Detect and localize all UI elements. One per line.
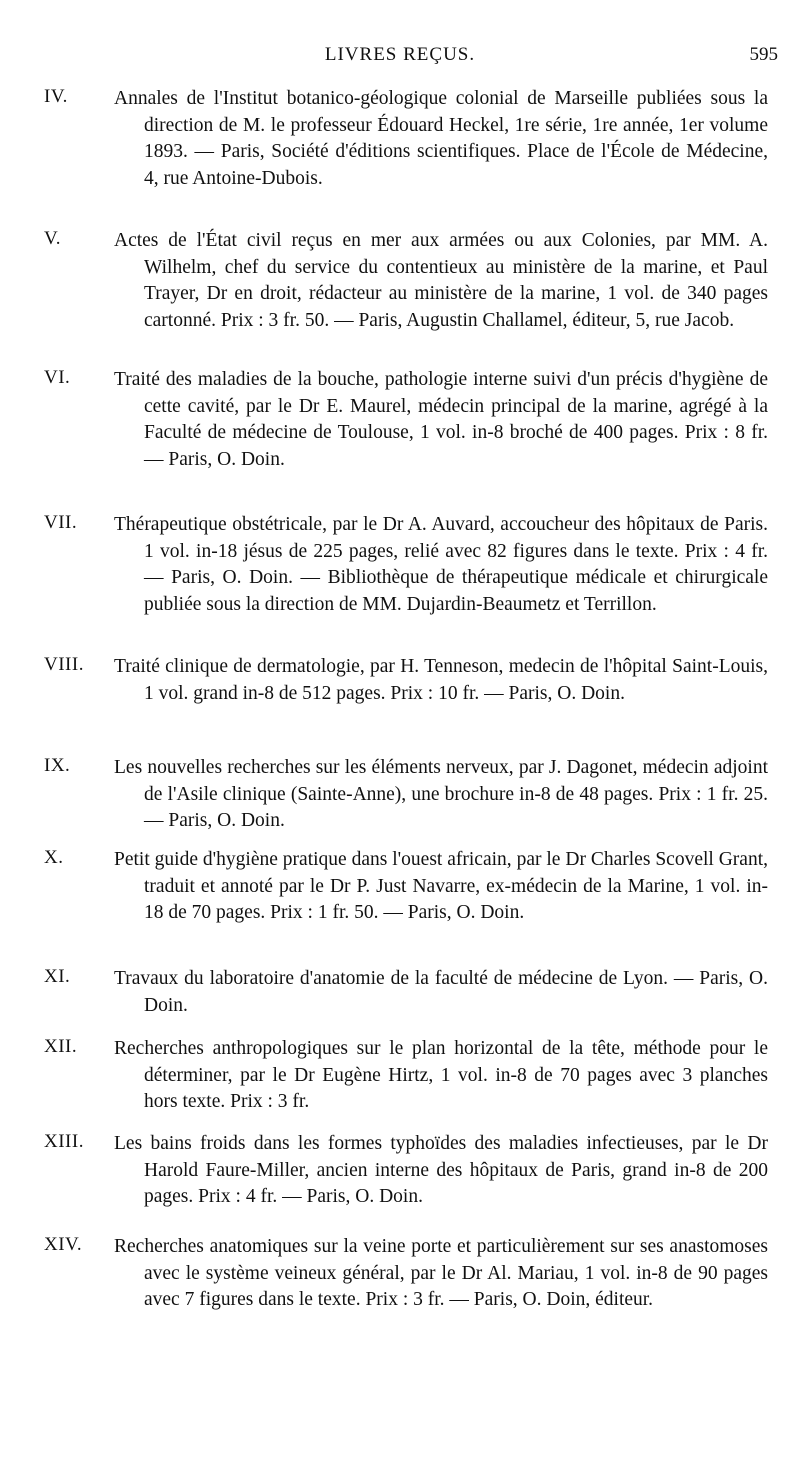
entry-text: Les bains froids dans les formes typhoïdes des maladies infectieuses, par le Dr Harold Faure-Miller, ancien interne des hôpitaux de Paris, grand in-8 de 200 pages. Prix : 4 fr. — Paris, O. Doin. <box>114 1133 768 1208</box>
entry-text: Traité des maladies de la bouche, pathologie interne suivi d'un précis d'hygiène de cette cavité, par le Dr E. Maurel, médecin principal de la marine, agrégé à la Faculté de médecine de Toulouse, 1 vol. in-8 broché de 400 pages. Prix : 8 fr. — Paris, O. Doin. <box>114 369 768 470</box>
entry-numeral: XIII. <box>44 1131 84 1152</box>
entry-text: Annales de l'Institut botanico-géologique colonial de Marseille publiées sous la direction de M. le professeur Édouard Heckel, 1re série, 1re année, 1er volume 1893. — Paris, Société d'éditions scientifiques. Place de l'École de Médecine, 4, rue Antoine-Dubois. <box>114 88 768 189</box>
entry-numeral: VI. <box>44 367 71 388</box>
entry-numeral: IV. <box>44 86 68 107</box>
entry-text: Les nouvelles recherches sur les éléments nerveux, par J. Dagonet, médecin adjoint de l'Asile clinique (Sainte-Anne), une brochure in-8 de 48 pages. Prix : 1 fr. 25. — Paris, O. Doin. <box>114 757 768 832</box>
entry-text: Actes de l'État civil reçus en mer aux armées ou aux Colonies, par MM. A. Wilhelm, chef du service du contentieux au ministère de la marine, et Paul Trayer, Dr en droit, rédacteur au ministère de la marine, 1 vol. de 340 pages cartonné. Prix : 3 fr. 50. — Paris, Augustin Challamel, éditeur, 5, rue Jacob. <box>114 230 768 331</box>
entry-numeral: VII. <box>44 512 78 533</box>
entry-numeral: XII. <box>44 1036 78 1057</box>
running-title: LIVRES REÇUS. <box>324 44 476 65</box>
entry-numeral: IX. <box>44 755 71 776</box>
page-number: 595 <box>749 44 778 65</box>
entry-text: Recherches anthropologiques sur le plan horizontal de la tête, méthode pour le déterminer, par le Dr Eugène Hirtz, 1 vol. in-8 de 70 pages avec 3 planches hors texte. Prix : 3 fr. <box>114 1038 768 1113</box>
entry-text: Thérapeutique obstétricale, par le Dr A. Auvard, accoucheur des hôpitaux de Paris. 1 vol. in-18 jésus de 225 pages, relié avec 82 figures dans le texte. Prix : 4 fr. — Paris, O. Doin. — Bibliothèque de thérapeutique médicale et chirurgicale publiée sous la direction de MM. Dujardin-Beaumetz et Terrillon. <box>114 514 768 615</box>
entry-text: Petit guide d'hygiène pratique dans l'ouest africain, par le Dr Charles Scovell Grant, traduit et annoté par le Dr P. Just Navarre, ex-médecin de la Marine, 1 vol. in-18 de 70 pages. Prix : 1 fr. 50. — Paris, O. Doin. <box>114 849 768 924</box>
entry-text: Traité clinique de dermatologie, par H. Tenneson, medecin de l'hôpital Saint-Louis, 1 vol. grand in-8 de 512 pages. Prix : 10 fr. — Paris, O. Doin. <box>114 656 768 704</box>
entry-text: Recherches anatomiques sur la veine porte et particulièrement sur ses anastomoses avec le système veineux général, par le Dr Al. Mariau, 1 vol. in-8 de 90 pages avec 7 figures dans le texte. Prix : 3 fr. — Paris, O. Doin, éditeur. <box>114 1236 768 1311</box>
entry-numeral: VIII. <box>44 654 84 675</box>
page-header <box>0 40 800 70</box>
entry-numeral: X. <box>44 847 64 868</box>
entry-text: Travaux du laboratoire d'anatomie de la faculté de médecine de Lyon. — Paris, O. Doin. <box>114 968 768 1016</box>
entry-numeral: XIV. <box>44 1234 83 1255</box>
entry-numeral: XI. <box>44 966 71 987</box>
entry-numeral: V. <box>44 228 62 249</box>
